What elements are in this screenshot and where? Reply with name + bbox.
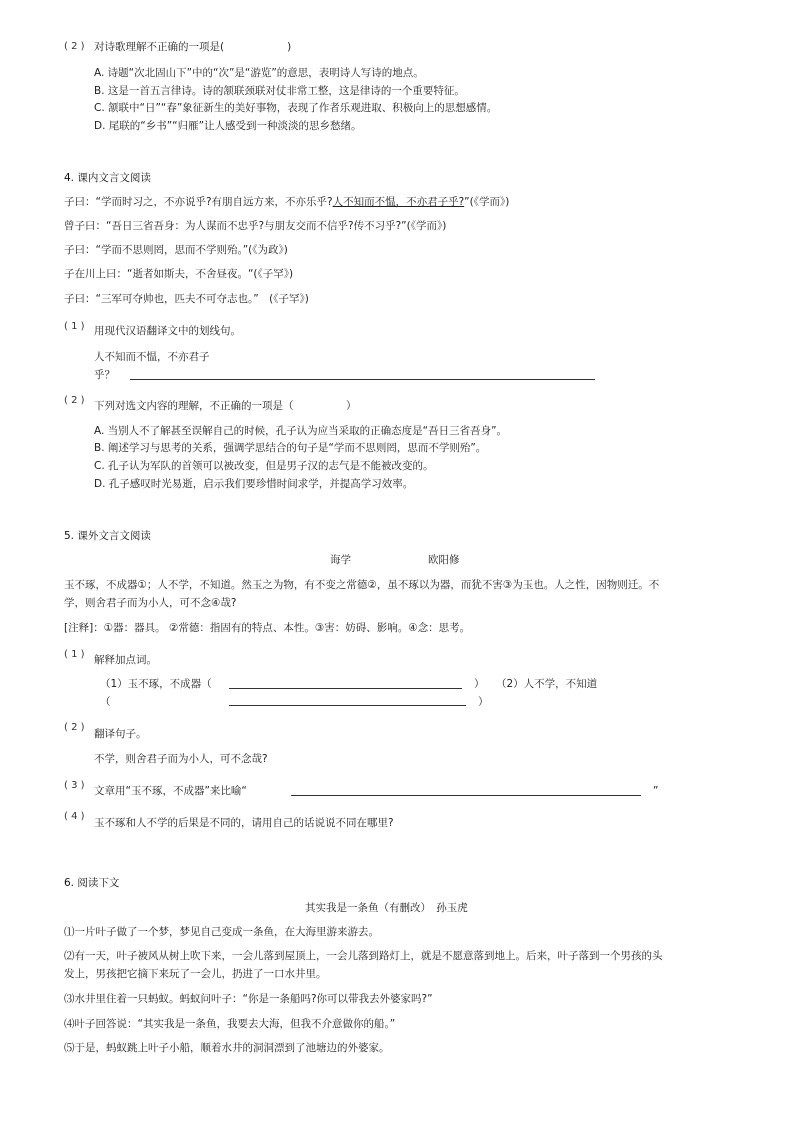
- s6-paragraph-5: ⑸于是，蚂蚁跳上叶子小船，顺着水井的洞洞漂到了池塘边的外婆家。: [64, 1042, 390, 1054]
- s5-q1-item-1-answer-line[interactable]: [229, 688, 462, 689]
- s4-line-1: [64, 195, 509, 209]
- s6-paragraph-2-line-1: ⑵有一天，叶子被风从树上吹下来，一会儿落到屋顶上，一会儿落到路灯上，就是不愿意落到地上。后来，叶子落到一个男孩的头: [64, 950, 663, 962]
- s5-q1-item-2-close: ）: [478, 696, 489, 708]
- s4-line-5: 子曰：“三军可夺帅也，匹夫不可夺志也。” (《子罕》): [64, 293, 309, 305]
- s4-q2-option-c[interactable]: C. 孔子认为军队的首领可以被改变，但是男子汉的志气是不能被改变的。: [94, 460, 434, 472]
- s4-line-4: 子在川上曰：“逝者如斯夫，不舍昼夜。“(《子罕》): [64, 268, 294, 280]
- s4-line-1-pre: 子曰：“学而时习之，不亦说乎?有朋自远方来，不亦乐乎?: [64, 196, 333, 208]
- section-6-title: 6. 阅读下文: [64, 877, 120, 889]
- s4-q1-sentence-2: 乎？: [94, 369, 115, 381]
- s4-q1-sentence-1: 人不知而不愠，不亦君子: [94, 351, 210, 363]
- s5-q2-sentence: 不学，则舍君子而为小人，可不念哉?: [94, 753, 268, 765]
- s5-q4-stem: 玉不琢和人不学的后果是不同的，请用自己的话说说不同在哪里?: [94, 817, 394, 829]
- s5-q1-stem: 解释加点词。: [94, 654, 157, 666]
- s5-q3-close: ”: [653, 785, 659, 797]
- s5-article-title: 诲学: [330, 554, 351, 566]
- s4-q2-stem: 下列对选文内容的理解，不正确的一项是（ ）: [94, 400, 357, 412]
- s5-q1-number: ( 1 ): [64, 649, 85, 660]
- s6-article-title: 其实我是一条鱼（有删改） 孙玉虎: [305, 902, 468, 914]
- s6-paragraph-2-line-2: 发上，男孩把它摘下来玩了一会儿，扔进了一口水井里。: [64, 968, 327, 980]
- section-5-title: 5. 课外文言文阅读: [64, 530, 151, 542]
- s5-q2-number: ( 2 ): [64, 722, 85, 733]
- q3-2-option-b[interactable]: B. 这是一首五言律诗。诗的颔联颈联对仗非常工整，这是律诗的一个重要特征。: [94, 85, 465, 97]
- s5-q3-stem: 文章用“玉不琢，不成器”来比喻“: [94, 785, 247, 797]
- q3-2-option-c[interactable]: C. 颔联中“日”“春”象征新生的美好事物，表现了作者乐观进取、积极向上的思想感情。: [94, 102, 498, 114]
- s4-q2-number: ( 2 ): [64, 395, 85, 406]
- s4-q2-option-a[interactable]: A. 当别人不了解甚至误解自己的时候，孔子认为应当采取的正确态度是“吾日三省吾身”。: [94, 425, 508, 437]
- s5-q1-item-2-open: （: [100, 696, 111, 708]
- s4-q2-option-d[interactable]: D. 孔子感叹时光易逝，启示我们要珍惜时间求学，并提高学习效率。: [94, 478, 414, 490]
- s5-q4-number: ( 4 ): [64, 811, 85, 822]
- s4-q1-stem: 用现代汉语翻译文中的划线句。: [94, 325, 241, 337]
- s5-q3-number: ( 3 ): [64, 780, 85, 791]
- q3-2-option-d[interactable]: D. 尾联的“乡书”“归雁”让人感受到一种淡淡的思乡愁绪。: [94, 120, 362, 132]
- q3-2-number: ( 2 ): [64, 41, 85, 52]
- s4-underlined-sentence: 人不知而不愠，不亦君子乎?: [332, 196, 465, 208]
- s5-q3-answer-line[interactable]: [291, 795, 641, 796]
- s5-q1-item-2-answer-line[interactable]: [229, 705, 466, 706]
- s6-paragraph-3: ⑶水井里住着一只蚂蚁。蚂蚁问叶子：“你是一条船吗?你可以带我去外婆家吗?”: [64, 993, 433, 1005]
- section-4-title: 4. 课内文言文阅读: [64, 172, 151, 184]
- s4-line-1-post: ”(《学而》): [464, 196, 510, 208]
- s6-paragraph-1: ⑴一片叶子做了一个梦，梦见自己变成一条鱼，在大海里游来游去。: [64, 926, 379, 938]
- s5-paragraph-line-1: 玉不琢，不成器①；人不学，不知道。然玉之为物，有不变之常德②，虽不琢以为器，而犹不害③为玉也。人之性，因物则迁。不: [64, 579, 660, 591]
- s5-q1-item-1-close: ）: [474, 678, 485, 690]
- s5-author: 欧阳修: [428, 554, 460, 566]
- q3-2-stem: 对诗歌理解不正确的一项是( ): [94, 41, 292, 53]
- s4-line-2: 曾子曰：“吾日三省吾身：为人谋而不忠乎?与朋友交而不信乎?传不习乎?”(《学而》): [64, 220, 447, 232]
- s4-q1-number: ( 1 ): [64, 321, 85, 332]
- s6-paragraph-4: ⑷叶子回答说：“其实我是一条鱼，我要去大海，但我不介意做你的船。”: [64, 1018, 396, 1030]
- s4-q2-option-b[interactable]: B. 阐述学习与思考的关系，强调学思结合的句子是“学而不思则罔，思而不学则殆”。: [94, 442, 487, 454]
- s5-q2-stem: 翻译句子。: [94, 728, 147, 740]
- q3-2-option-a[interactable]: A. 诗题“次北固山下”中的“次”是“游览”的意思，表明诗人写诗的地点。: [94, 67, 424, 79]
- s4-q1-answer-line[interactable]: [130, 379, 595, 380]
- s4-line-3: 子曰：“学而不思则罔，思而不学则殆。”(《为政》): [64, 244, 288, 256]
- s5-q1-item-2: （2）人不学，不知道: [496, 678, 598, 690]
- s5-notes: [注释]：①器：器具。 ②常德：指固有的特点、本性。③害：妨碍、影响。④念：思考。: [64, 622, 471, 634]
- s5-q1-item-1: （1）玉不琢，不成器（: [100, 678, 212, 690]
- s5-paragraph-line-2: 学，则舍君子而为小人，可不念④哉?: [64, 597, 237, 609]
